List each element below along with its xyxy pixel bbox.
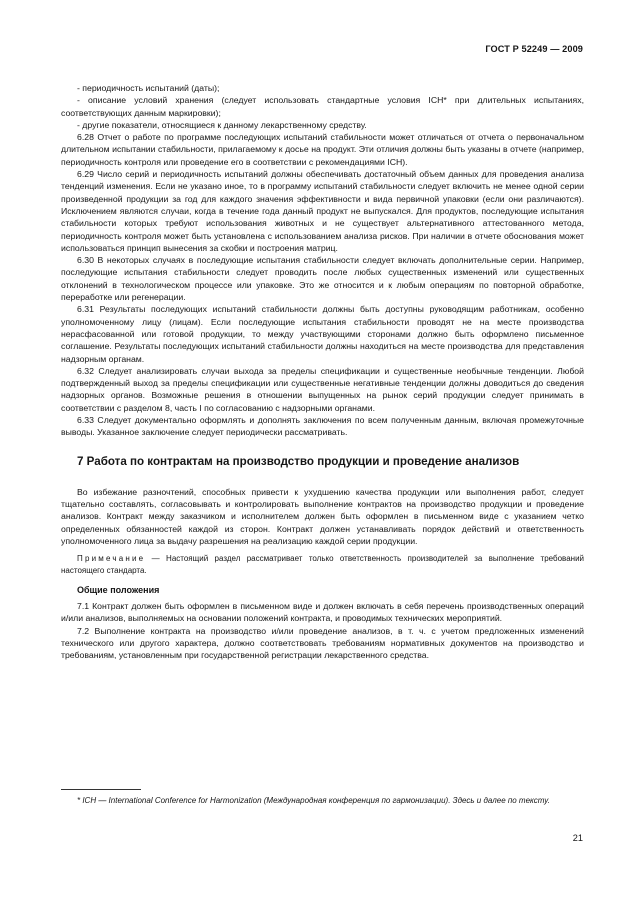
list-item: - другие показатели, относящиеся к данному лекарственному средству. — [77, 119, 367, 130]
clause-6-28: 6.28 Отчет о работе по программе последующих испытаний стабильности может отличаться от отчета о первоначальном длительном испытании стабильности, прилагаемому к досье на продукт. Эти отличия должны быть указаны в отчете (например, периодичность контроля или проведение его в соответствии с рекомендациями ICH). — [61, 132, 584, 167]
clause-6-29: 6.29 Число серий и периодичность испытаний должны обеспечивать достаточный объем данных для проведения анализа тенденций изменения. Если не указано иное, то в программу испытаний стабильности следует включить не менее одной серии произведенной продукции за год для каждого значения эффективности и вида первичной упаковки (если они различаются). Исключением являются случаи, когда в течение года данный продукт не выпускался. Для продуктов, последующие испытания стабильности которых требуют использования животных и не существует альтернативного аттестованного метода, периодичность контроля может быть установлена с использованием анализа рисков. При наличии в отчете обоснования может использоваться принцип вынесения за скобки и построения матриц. — [61, 169, 584, 253]
note-text: — Настоящий раздел рассматривает только ответственность производителей за выполнение требований настоящего стандарта. — [61, 554, 584, 575]
clause-6-33: 6.33 Следует документально оформлять и дополнять заключения по всем полученным данным, включая промежуточные выводы. Указанное заключение следует периодически рассматривать. — [61, 415, 584, 438]
list-item: - периодичность испытаний (даты); — [77, 83, 220, 93]
note — [61, 553, 584, 576]
section-7-heading: 7 Работа по контрактам на производство продукции и проведение анализов — [77, 454, 520, 468]
page-number: 21 — [572, 833, 583, 843]
standard-header: ГОСТ Р 52249 — 2009 — [485, 44, 583, 54]
clause-6-31: 6.31 Результаты последующих испытаний стабильности должны быть доступны руководящим работникам, особенно уполномоченному лицу (лицам). Если последующие испытания стабильности проводят не на месте производства нерасфасованной или готовой продукции, то между участвующими сторонами должно быть оформлено письменное соглашение. Результаты последующих испытаний стабильности должны находиться на месте производства для представления надзорным органам. — [61, 304, 584, 364]
clause-7-1: 7.1 Контракт должен быть оформлен в письменном виде и должен включать в себя перечень производственных операций и/или анализов, выполняемых на основании положений контракта, и проводимых технических мероприятий. — [61, 601, 584, 624]
clause-6-30: 6.30 В некоторых случаях в последующие испытания стабильности следует включать дополнительные серии. Например, последующие испытания стабильности следует проводить после любых существенных изменений или существенных отклонений в технологическом процессе или упаковке. Это же относится и к любым операциям по повторной обработке, переработке или регенерации. — [61, 255, 584, 303]
document-body — [61, 82, 584, 662]
note-label: Примечание — [77, 554, 146, 564]
list-item: - описание условий хранения (следует использовать стандартные условия ICH* при длительных испытаниях, соответствующих данным маркировки); — [61, 95, 584, 118]
clause-6-32: 6.32 Следует анализировать случаи выхода за пределы спецификации и существенные необычные тенденции. Любой подтвержденный выход за пределы спецификации или существенные негативные тенденции должны доводиться до сведения надзорных органов. Возможные решения в отношении выпущенных на рынок серий продукции следует принимать в соответствии с разделом 8, часть I по согласованию с надзорными органами. — [61, 365, 584, 413]
footnote: * ICH — International Conference for Harmonization (Международная конференция по гармонизации). Здесь и далее по тексту. — [77, 796, 550, 805]
section-7-intro: Во избежание разночтений, способных привести к ухудшению качества продукции или выполнения работ, следует тщательно составлять, согласовывать и контролировать выполнение контрактов на производство продукции и проведение анализов. Контракт между заказчиком и исполнителем должен быть оформлен в письменном виде с указанием четко определенных обязанностей каждой из сторон. Контракт должен устанавливать порядок действий и ответственность уполномоченного лица за выдачу разрешения на реализацию каждой серии продукции. — [61, 486, 584, 546]
footnote-divider — [61, 789, 141, 790]
clause-7-2: 7.2 Выполнение контракта на производство и/или проведение анализов, в т. ч. с учетом предложенных изменений технического или другого характера, должно соответствовать требованиям нормативных документов на производство и требованиям, установленным при государственной регистрации лекарственного средства. — [61, 625, 584, 661]
subheading-general: Общие положения — [77, 585, 160, 596]
